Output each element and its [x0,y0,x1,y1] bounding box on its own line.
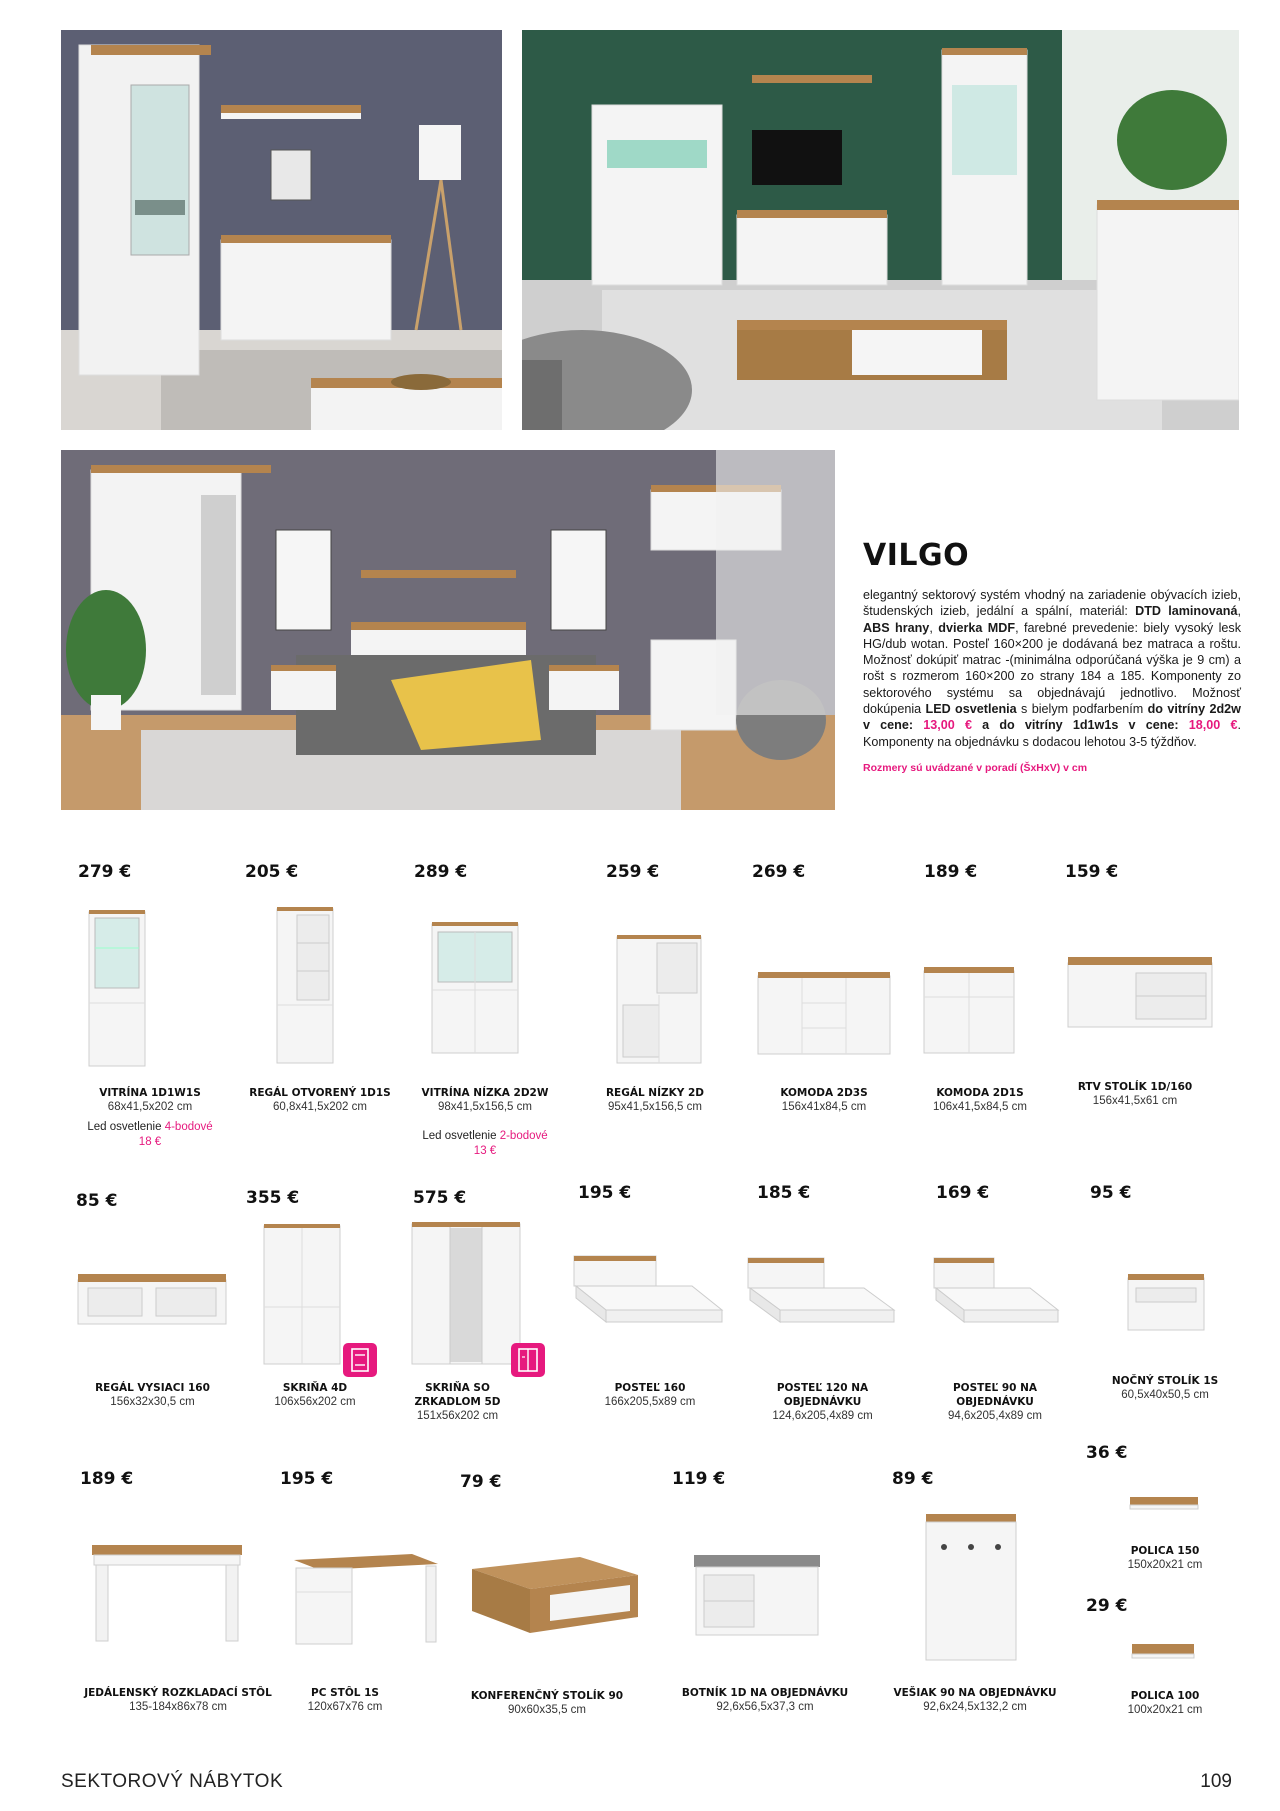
price: 95 € [1090,1183,1132,1203]
price: 259 € [606,862,660,882]
product-dims: 124,6x205,4x89 cm [772,1410,873,1422]
product-dims: 151x56x202 cm [416,1410,499,1422]
product-name: POLICA 150 [1130,1545,1200,1557]
product-name: KOMODA 2D3S [780,1087,868,1099]
vesiak-image [924,1512,1018,1662]
skrina-5d-image [410,1220,522,1366]
product-dims: 98x41,5x156,5 cm [438,1101,532,1113]
price: 119 € [672,1469,726,1489]
product-dims: 100x20x21 cm [1127,1704,1203,1716]
dimension-note: Rozmery sú uvádzané v poradí (ŠxHxV) v cm [863,761,1088,774]
price: 189 € [80,1469,134,1489]
product-dims: 156x41,5x61 cm [1092,1095,1178,1107]
product-dims: 156x32x30,5 cm [110,1396,195,1408]
bedroom-photo [61,450,835,810]
skrina-4d-image [262,1222,342,1366]
product-dims: 90x60x35,5 cm [508,1704,586,1716]
vitrina-nizka-image [430,920,520,1055]
product-dims: 156x41x84,5 cm [781,1101,867,1113]
page-number: 109 [1200,1771,1232,1792]
price: 205 € [245,862,299,882]
product-name: POSTEĽ 90 NA OBJEDNÁVKU [952,1382,1038,1408]
regal-vysiaci-image [76,1270,228,1326]
product-dims: 94,6x205,4x89 cm [948,1410,1042,1422]
price: 575 € [413,1188,467,1208]
price: 189 € [924,862,978,882]
led-option: Led osvetlenie 4-bodové 18 € [87,1121,213,1148]
product-name: PC STÔL 1S [311,1687,379,1699]
product-name: REGÁL NÍZKY 2D [605,1087,705,1099]
price: 29 € [1086,1596,1128,1616]
product-dims: 68x41,5x202 cm [107,1101,193,1113]
product-name: POSTEĽ 160 [614,1382,686,1394]
botnik-image [692,1553,822,1637]
price: 195 € [578,1183,632,1203]
konferencny-stolik-image [470,1555,640,1635]
price: 195 € [280,1469,334,1489]
product-name: VITRÍNA NÍZKA 2D2W [421,1087,549,1099]
product-name: NOČNÝ STOLÍK 1S [1111,1375,1219,1387]
komoda-2d1s-image [922,963,1016,1055]
led-option: Led osvetlenie 2-bodové 13 € [422,1130,548,1157]
nocny-stolik-image [1126,1270,1206,1332]
price: 355 € [246,1188,300,1208]
jedalensky-stol-image [90,1543,244,1643]
regal-otvoreny-image [275,905,335,1065]
product-name: BOTNÍK 1D NA OBJEDNÁVKU [681,1687,849,1699]
price: 185 € [757,1183,811,1203]
price: 269 € [752,862,806,882]
polica-150-image [1128,1495,1200,1513]
product-dims: 92,6x24,5x132,2 cm [923,1701,1027,1713]
product-dims: 60,8x41,5x202 cm [273,1101,367,1113]
wardrobe-mirror-icon [511,1343,545,1377]
product-name: REGÁL OTVORENÝ 1D1S [249,1087,391,1099]
pc-stol-image [292,1552,440,1646]
product-name: REGÁL VYSIACI 160 [95,1382,210,1394]
price: 79 € [460,1472,502,1492]
price: 289 € [414,862,468,882]
series-title: VILGO [863,538,970,573]
product-name: SKRIŇA 4D [282,1382,348,1394]
product-dims: 92,6x56,5x37,3 cm [716,1701,814,1713]
product-dims: 106x56x202 cm [274,1396,356,1408]
product-dims: 95x41,5x156,5 cm [608,1101,702,1113]
postel-120-image [746,1256,896,1328]
postel-90-image [932,1256,1060,1328]
polica-100-image [1130,1642,1196,1662]
price: 36 € [1086,1443,1128,1463]
product-name: VITRÍNA 1D1W1S [99,1087,201,1099]
product-name: POLICA 100 [1130,1690,1200,1702]
rtv-stolik-image [1066,953,1214,1029]
price: 89 € [892,1469,934,1489]
price: 159 € [1065,862,1119,882]
price: 169 € [936,1183,990,1203]
regal-nizky-image [615,933,703,1065]
product-name: RTV STOLÍK 1D/160 [1077,1081,1193,1093]
product-dims: 166x205,5x89 cm [604,1396,696,1408]
product-name: KOMODA 2D1S [936,1087,1024,1099]
section-title: SEKTOROVÝ NÁBYTOK [61,1771,284,1792]
vitrina-1d1w1s-image [87,908,147,1068]
series-description-text: elegantný sektorový systém vhodný na zariadenie obývacích izieb, študenských izieb, jedální a spální, materiál: DTD laminovaná, ABS hrany, dvierka MDF, farebné prevedenie: biely vysoký lesk HG/dub wotan. Posteľ 160×200 je dodávaná bez matraca a roštu. Možnosť dokúpiť matrac -(minimálna odporúčaná výška je 9 cm) a rošt s rozmerom 160×200 zo strany 184 a 185. Komponenty zo sektorového systému sa objednávajú jednotlivo. Možnosť dokúpenia LED osvetlenia s bielym podfarbením do vitríny 2d2w v cene: 13,00 € a do vitríny 1d1w1s v cene: 18,00 €. Komponenty na objednávku s dodacou lehotou 3-5 týždňov. [863,588,1241,749]
postel-160-image [572,1254,724,1328]
price: 85 € [76,1191,118,1211]
series-description [863,538,1241,774]
product-name: JEDÁLENSKÝ ROZKLADACÍ STÔL [84,1687,272,1699]
product-name: POSTEĽ 120 NA OBJEDNÁVKU [776,1382,869,1408]
product-name: KONFERENČNÝ STOLÍK 90 [470,1690,624,1702]
product-dims: 106x41,5x84,5 cm [933,1101,1027,1113]
product-dims: 135-184x86x78 cm [129,1701,227,1713]
living-room-photo-2 [522,30,1239,430]
wardrobe-interior-icon [343,1343,377,1377]
product-dims: 60,5x40x50,5 cm [1121,1389,1209,1401]
product-dims: 120x67x76 cm [307,1701,383,1713]
komoda-2d3s-image [756,968,892,1056]
product-name: SKRIŇA SO ZRKADLOM 5D [414,1382,501,1408]
product-dims: 150x20x21 cm [1127,1559,1203,1571]
price: 279 € [78,862,132,882]
product-name: VEŠIAK 90 NA OBJEDNÁVKU [893,1687,1057,1699]
living-room-photo-1 [61,30,502,430]
